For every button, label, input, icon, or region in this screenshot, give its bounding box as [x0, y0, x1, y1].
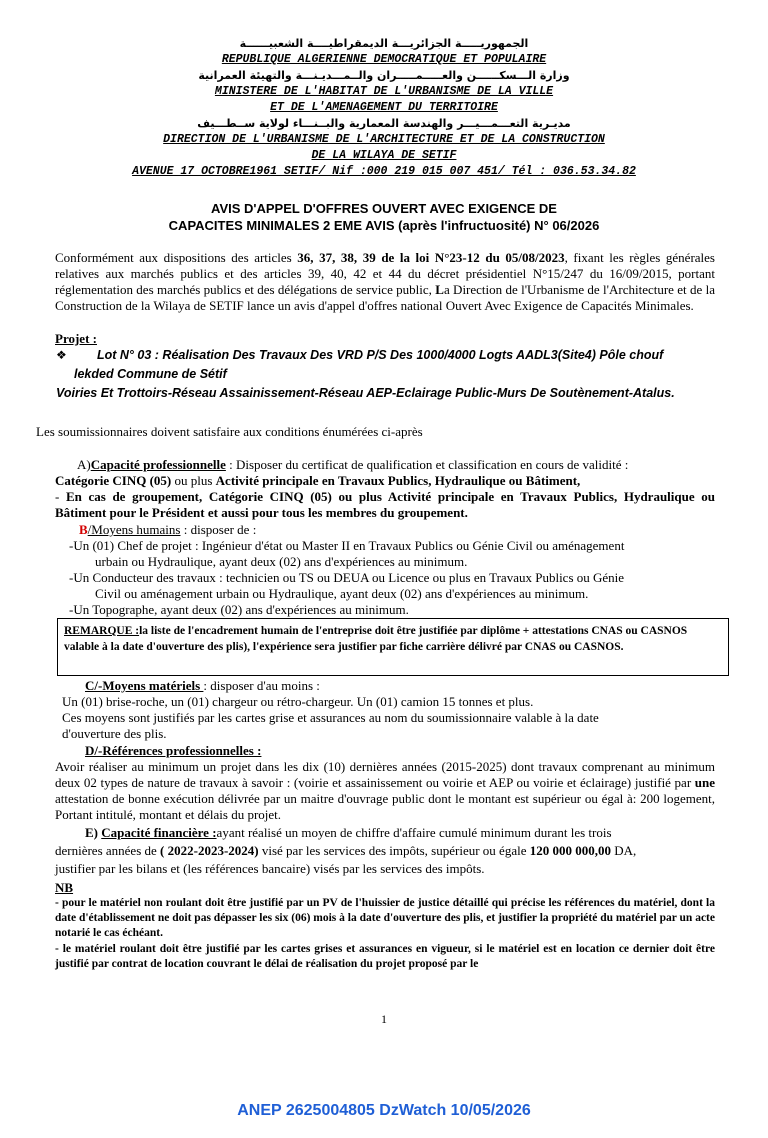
header-fr-ministry-1: MINISTERE DE L'HABITAT DE L'URBANISME DE LA VILLE	[214, 85, 554, 98]
intro-text-c: , fixant les règles générales relatives aux marchés publics et des articles 39, 40, 42 et 44 du décret présidentiel N°15/247 du 16/09/2015, portant réglementation des marchés publics et des délégations de service public,	[55, 250, 715, 297]
section-d-text	[55, 759, 715, 823]
projet-bullet: ❖	[56, 348, 67, 362]
section-b-item1a: -Un (01) Chef de projet : Ingénieur d'état ou Master II en Travaux Publics ou Génie Civil ou aménagement	[69, 538, 625, 553]
section-e-text1: ayant réalisé un moyen de chiffre d'affaire cumulé minimum durant les trois	[216, 825, 612, 840]
section-e-letter: E)	[85, 825, 102, 840]
section-b-item2b: Civil ou aménagement urbain ou Hydraulique, ayant deux (02) ans d'expériences au minimum.	[95, 586, 589, 601]
section-d-text-b: attestation de bonne exécution délivrée par un maitre d'ouvrage public dont le montant est supérieur ou égal à: 200 logement, Portant intitulé, montant et délais du projet.	[55, 791, 715, 822]
section-e-heading: Capacité financière :	[101, 825, 217, 840]
section-c-heading-line	[85, 678, 320, 694]
section-a	[55, 457, 715, 521]
section-e-text2a: dernières années de	[55, 843, 161, 858]
intro-law-ref: 36, 37, 38, 39 de la loi N°23-12 du 05/08/2023	[297, 250, 565, 265]
remarque-box	[57, 618, 729, 676]
section-a-category: Catégorie CINQ (05)	[55, 473, 172, 488]
intro-text-d: L	[435, 282, 444, 297]
section-e-text2c: DA,	[610, 843, 637, 858]
remarque-text: la liste de l'encadrement humain de l'entreprise doit être justifiée par diplôme + attestations CNAS ou CASNOS valable à la date d'ouverture des plis), l'expérience sera justifier par fiche carrière délivré par CNAS ou CASNOS.	[64, 625, 688, 653]
projet-label: Projet :	[55, 331, 97, 346]
section-b-heading-line	[79, 522, 256, 538]
header-fr-republic: REPUBLIQUE ALGERIENNE DEMOCRATIQUE ET POPULAIRE	[221, 53, 547, 66]
header-ar-republic: الجمهوريـــــة الجزائريـــة الديمقراطيــــة الشعبيــــــة	[239, 37, 529, 50]
nb-item2: - le matériel roulant doit être justifié par les cartes grises et assurances en vigueur, si le matériel est en location ce dernier doit être justifié par contrat de location couvrant le délai de réalisation du projet proposé par le	[55, 943, 715, 970]
section-e-line3: justifier par les bilans et (les références bancaire) visés par les services des impôts.	[55, 861, 485, 876]
header-fr-direction-1: DIRECTION DE L'URBANISME DE L'ARCHITECTURE ET DE LA CONSTRUCTION	[163, 133, 605, 146]
section-d-text-a: Avoir réaliser au minimum un projet dans les dix (10) dernières années (2015-2025) dont travaux comprenant au minimum deux 02 types de nature de travaux à savoir : (voirie et assainissement ou voirie et AEP ou voirie et éclairage) justifié par	[55, 759, 715, 790]
section-a-activity: Activité principale en Travaux Publics, Hydraulique ou Bâtiment,	[215, 473, 581, 488]
anep-footer: ANEP 2625004805 DzWatch 10/05/2026	[237, 1102, 531, 1119]
header-ar-direction: مديـرية التعـــمـــيـــر والهندسة المعمارية والبــنـــاء لولاية ســطـــيف	[197, 117, 571, 130]
section-b-heading: /Moyens humains	[87, 522, 181, 537]
section-c-line1: Un (01) brise-roche, un (01) chargeur ou rétro-chargeur. Un (01) camion 15 tonnes et plus.	[62, 694, 534, 709]
intro-paragraph	[55, 250, 715, 314]
page-number: 1	[381, 1012, 387, 1026]
section-b-item1b: urbain ou Hydraulique, ayant deux (02) ans d'expériences au minimum.	[95, 554, 468, 569]
conditions-intro: Les soumissionnaires doivent satisfaire aux conditions énumérées ci-après	[36, 424, 423, 439]
section-e-amount: 120 000 000,00	[529, 843, 611, 858]
section-e-text2b: visé par les services des impôts, supérieur ou égale	[258, 843, 530, 858]
header-fr-direction-2: DE LA WILAYA DE SETIF	[311, 149, 457, 162]
section-a-letter: A)	[77, 457, 91, 472]
section-b-letter: B	[79, 522, 88, 537]
header-fr-ministry-2: ET DE L'AMENAGEMENT DU TERRITOIRE	[270, 101, 498, 114]
section-a-text2: ou plus	[171, 473, 216, 488]
remarque-label: REMARQUE :	[64, 625, 140, 637]
nb-item1: - pour le matériel non roulant doit être justifié par un PV de l'huissier de justice détaillé qui précise les références du matériel, dont la date d'établissement ne doit pas dépasser les six (06) mois à la date d'ouverture des plis, et justifier la propriété du matériel par un acte notarié le cas échéant.	[55, 897, 715, 939]
section-c-heading: C/-Moyens matériels	[85, 678, 204, 693]
section-a-groupement: En cas de groupement, Catégorie CINQ (05) ou plus Activité principale en Travaux Publics, Hydraulique ou Bâtiment pour le Président et aussi pour tous les membres du groupement.	[55, 489, 715, 520]
section-d-bold: une	[694, 775, 715, 790]
header-ar-ministry: وزارة الـــسكــــــن والعـــــمـــــران والــمـــديـنـــة والتهيئة العمرانية	[198, 69, 570, 82]
section-c-line3: d'ouverture des plis.	[62, 726, 167, 741]
notice-title-line2: CAPACITES MINIMALES 2 EME AVIS (après l'infructuosité) N° 06/2026	[168, 218, 600, 233]
section-a-dash: -	[55, 489, 66, 504]
nb-label: NB	[55, 880, 74, 895]
notice-title-line1: AVIS D'APPEL D'OFFRES OUVERT AVEC EXIGENCE DE	[211, 201, 557, 216]
section-b-item3: -Un Topographe, ayant deux (02) ans d'expériences au minimum.	[69, 602, 409, 617]
section-e-line1	[85, 825, 612, 841]
section-b-item2a: -Un Conducteur des travaux : technicien ou TS ou DEUA ou Licence ou plus en Travaux Publics ou Génie	[69, 570, 625, 585]
intro-text-e: a Direction de l'Urbanisme de l'Architecture et de la Construction de la Wilaya de SETIF lance un avis d'appel d'offres national Ouvert Avec Exigence de Capacités Minimales.	[55, 282, 715, 313]
projet-lot-line1: Lot N° 03 : Réalisation Des Travaux Des VRD P/S Des 1000/4000 Logts AADL3(Site4) Pôle chouf	[97, 348, 664, 362]
section-e-years: ( 2022-2023-2024)	[160, 843, 259, 858]
intro-text-a: Conformément aux dispositions des articles	[55, 250, 298, 265]
header-address: AVENUE 17 OCTOBRE1961 SETIF/ Nif :000 219 015 007 451/ Tél : 036.53.34.82	[132, 165, 636, 178]
section-a-heading: Capacité professionnelle	[90, 457, 226, 472]
section-d-heading: D/-Références professionnelles :	[85, 743, 262, 758]
section-a-text1: : Disposer du certificat de qualification et classification en cours de validité :	[225, 457, 629, 472]
section-c-line2: Ces moyens sont justifiés par les cartes grise et assurances au nom du soumissionnaire valable à la date	[62, 710, 599, 725]
section-b-text: : disposer de :	[180, 522, 257, 537]
projet-lot-line3: Voiries Et Trottoirs-Réseau Assainissement-Réseau AEP-Eclairage Public-Murs De Soutènement-Atalus.	[56, 386, 675, 400]
section-e-line2	[55, 843, 636, 859]
section-c-text: : disposer d'au moins :	[203, 678, 320, 693]
projet-lot-line2: lekded Commune de Sétif	[74, 367, 227, 381]
